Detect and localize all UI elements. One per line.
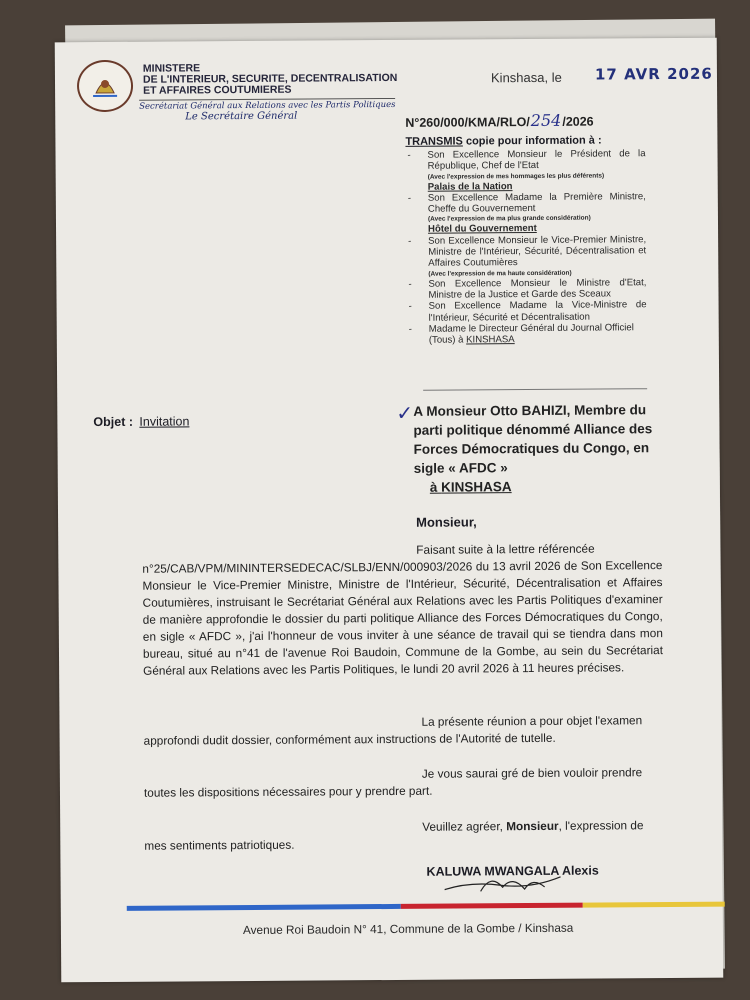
recipient-1-place: Hôtel du Gouvernement: [428, 223, 537, 236]
paragraph-4-rest: mes sentiments patriotiques.: [144, 837, 295, 853]
flag-bar-blue: [127, 904, 401, 911]
recipient-0: - Son Excellence Monsieur le Président de la République, Chef de l'Etat: [403, 148, 645, 172]
signer-name: KALUWA MWANGALA Alexis: [426, 863, 599, 879]
date-stamp: 17 AVR 2026: [594, 64, 713, 84]
reference-handwritten: 254: [530, 110, 562, 131]
addressee-city-line: [414, 476, 674, 497]
recipient-4: - Son Excellence Madame la Vice-Ministre de l'Intérieur, Sécurité et Décentralisation: [405, 299, 647, 323]
p4-bold: Monsieur: [506, 818, 559, 834]
transmis-rest: copie pour information à :: [462, 134, 602, 148]
letter-page: [55, 38, 724, 983]
paragraph-2-rest: approfondi dudit dossier, conformément aux instructions de l'Autorité de tutelle.: [143, 730, 556, 748]
addressee-city: KINSHASA: [441, 479, 512, 495]
secretary-title: Le Secrétaire Général: [185, 110, 298, 123]
p4-start: Veuillez agréer,: [422, 819, 507, 834]
paragraph-3-rest: toutes les dispositions nécessaires pour y prendre part.: [143, 783, 433, 800]
p4-mid: , l'expression de: [558, 818, 644, 833]
objet-label: Objet :: [93, 414, 134, 430]
paragraph-4-start: [144, 817, 664, 838]
ministry-header: [143, 62, 398, 97]
addressee-text: A Monsieur Otto BAHIZI, Membre du parti politique dénommé Alliance des Forces Démocratiques du Congo, en sigle « AFDC »: [413, 402, 653, 476]
flag-bar-yellow: [583, 902, 725, 908]
recipient-2: - Son Excellence Monsieur le Vice-Premier Ministre, Ministre de l'Intérieur, Sécurité, Décentralisation et Affaires Coutumières: [404, 234, 646, 270]
salutation: Monsieur,: [416, 514, 477, 530]
distribution-closing-prefix: (Tous) à: [428, 334, 467, 346]
coat-of-arms-seal: [77, 60, 133, 112]
recipient-3: - Son Excellence Monsieur le Ministre d'Etat, Ministre de la Justice et Garde des Sceaux: [404, 277, 646, 301]
paragraph-3: [144, 764, 664, 802]
ministry-line-3: ET AFFAIRES COUTUMIERES: [143, 83, 292, 97]
place-label: Kinshasa, le: [490, 69, 562, 86]
addressee-city-prefix: à: [429, 479, 442, 495]
distribution-closing-city: KINSHASA: [466, 334, 515, 346]
footer-address: Avenue Roi Baudoin N° 41, Commune de la Gombe / Kinshasa: [242, 920, 574, 938]
paragraph-2-start: La présente réunion a pour objet l'examen: [421, 713, 643, 729]
recipient-0-place: Palais de la Nation: [427, 180, 513, 193]
reference-prefix: N°260/000/KMA/RLO/: [405, 115, 530, 130]
checkmark-icon: ✓: [396, 402, 414, 425]
addressee-block: [413, 400, 674, 497]
paragraph-3-start: Je vous saurai gré de bien vouloir prendre: [421, 765, 643, 781]
reference-number: [405, 111, 593, 131]
recipient-2-note: (Avec l'expression de ma haute considération): [428, 269, 572, 278]
ministry-line-2: DE L'INTERIEUR, SECURITE, DECENTRALISATION: [142, 71, 398, 86]
leopard-emblem-icon: [88, 71, 122, 101]
transmis-label: TRANSMIS: [405, 135, 463, 148]
flag-bar-red: [400, 903, 582, 909]
objet-value: Invitation: [139, 414, 190, 429]
paragraph-1-rest: n°25/CAB/VPM/MININTERSEDECAC/SLBJ/ENN/000903/2026 du 13 avril 2026 de Son Excellence Monsieur le Vice-Premier Ministre, Ministre de l'Intérieur, Sécurité, Décentralisation et Affaires Coutumières, instruisant le Secrétariat Général aux Relations avec les Partis Politiques d'examiner de manière approfondie le dossier du parti politique Alliance des Forces Démocratiques du Congo, en sigle « AFDC », j'ai l'honneur de vous inviter à une séance de travail qui se tiendra dans mon bureau, situé au n°41 de l'avenue Roi Baudoin, Commune de la Gombe, au sein du Secrétariat Général aux Relations avec les Partis Politiques, le lundi 20 avril 2026 à 11 heures précises.: [142, 558, 664, 678]
reference-suffix: /2026: [562, 114, 594, 129]
transmission-heading: [405, 135, 601, 148]
recipient-1: - Son Excellence Madame la Première Ministre, Cheffe du Gouvernement: [404, 191, 646, 215]
distribution-list: [403, 148, 646, 346]
recipient-1-note: (Avec l'expression de ma plus grande considération): [427, 215, 591, 224]
ministry-line-1: MINISTERE: [142, 62, 201, 75]
paragraph-1: [142, 540, 663, 680]
flag-color-bar: [127, 902, 725, 911]
paragraph-2: [143, 712, 663, 750]
recipient-0-note: (Avec l'expression de mes hommages les plus déférents): [427, 172, 605, 181]
distribution-divider: [423, 388, 647, 391]
handwritten-signature: [440, 867, 570, 898]
paragraph-1-start: Faisant suite à la lettre référencée: [416, 541, 595, 557]
recipient-5: - Madame le Directeur Général du Journal Officiel: [405, 322, 647, 335]
secretariat-name: Secrétariat Général aux Relations avec les Partis Politiques: [139, 99, 396, 112]
distribution-closing: [405, 333, 647, 346]
paragraph-4: [144, 817, 664, 855]
